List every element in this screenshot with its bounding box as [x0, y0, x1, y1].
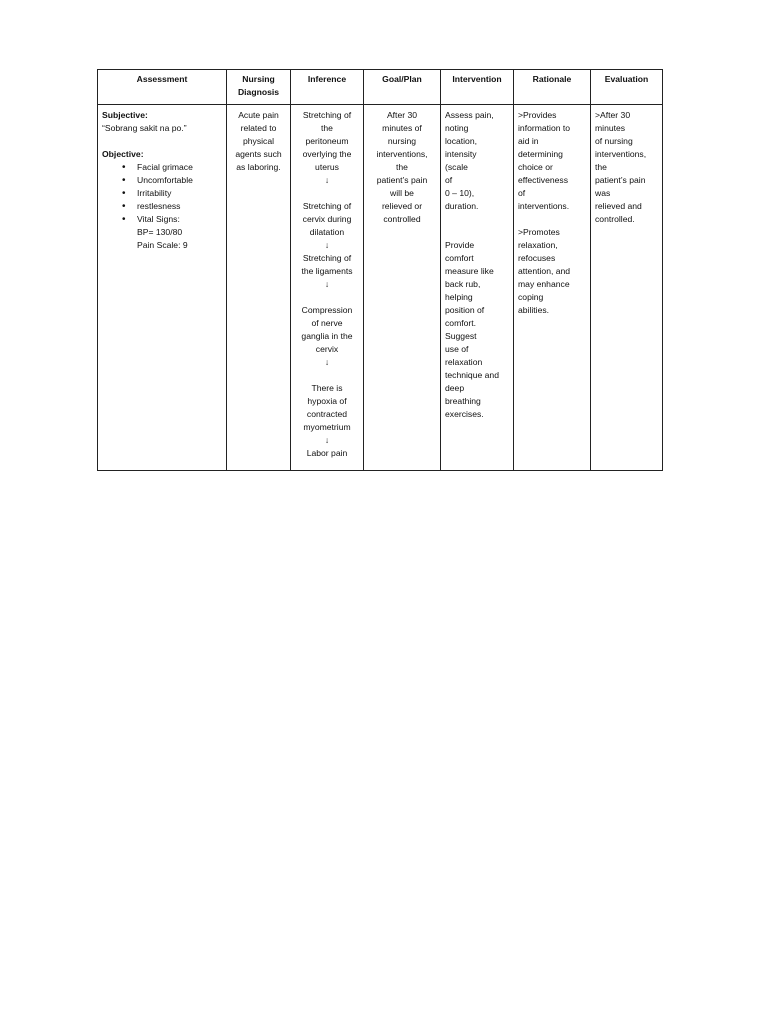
text-line: ganglia in the	[301, 331, 353, 341]
header-text-line: Nursing	[242, 74, 275, 84]
text-line: dilatation	[309, 227, 345, 237]
text-line: choice or	[518, 162, 553, 172]
cell-rationale	[514, 105, 591, 471]
text-line: the	[595, 162, 607, 172]
text-line: the	[321, 123, 333, 133]
text-line: related to	[240, 123, 277, 133]
subjective-label: Subjective:	[102, 110, 148, 120]
text-line: agents such	[235, 149, 282, 159]
text-line: position of	[445, 305, 485, 315]
objective-item: • Uncomfortable	[137, 174, 222, 187]
down-arrow-icon: ↓	[324, 435, 330, 445]
text-line: relieved or	[381, 201, 423, 211]
cell-evaluation	[591, 105, 663, 471]
text-line: cervix during	[302, 214, 352, 224]
text-line: patient’s pain	[595, 175, 646, 185]
text-line: comfort	[445, 253, 474, 263]
text-line: >After 30	[595, 110, 631, 120]
objective-item: • Irritability	[137, 187, 222, 200]
inference-step	[295, 304, 359, 356]
cell-intervention	[441, 105, 514, 471]
text-line: interventions.	[518, 201, 570, 211]
inference-step	[295, 109, 359, 174]
text-line: hypoxia of	[307, 396, 347, 406]
text-line: the ligaments	[301, 266, 353, 276]
text-line: of	[518, 188, 526, 198]
text-line: comfort.	[445, 318, 477, 328]
text-line: nursing	[387, 136, 417, 146]
header-diagnosis-line	[231, 73, 286, 99]
cell-inference	[291, 105, 364, 471]
text-line: effectiveness	[518, 175, 569, 185]
cell-assessment	[98, 105, 227, 471]
text-line: relieved and	[595, 201, 642, 211]
text-line: patient’s pain	[376, 175, 428, 185]
text-line: After 30	[386, 110, 418, 120]
text-line: 0 – 10),	[445, 188, 475, 198]
text-line: back rub,	[445, 279, 481, 289]
header-nursing-diagnosis	[227, 70, 291, 105]
text-line: deep	[445, 383, 465, 393]
evaluation-text	[595, 109, 658, 226]
text-line: minutes	[595, 123, 626, 133]
vital-pain-scale: Pain Scale: 9	[137, 240, 188, 250]
text-line: exercises.	[445, 409, 484, 419]
text-line: overlying the	[302, 149, 352, 159]
text-line: Assess pain,	[445, 110, 494, 120]
rationale-provides	[518, 109, 586, 213]
text-line: location,	[445, 136, 478, 146]
text-line: attention, and	[518, 266, 571, 276]
header-evaluation: Evaluation	[591, 70, 663, 105]
text-line: information to	[518, 123, 571, 133]
text-line: Stretching of	[302, 201, 352, 211]
text-line: coping	[518, 292, 544, 302]
text-line: refocuses	[518, 253, 556, 263]
text-line: uterus	[315, 162, 339, 172]
text-line: >Promotes	[518, 227, 560, 237]
text-line: controlled.	[595, 214, 635, 224]
text-line: Stretching of	[302, 253, 352, 263]
text-line: determining	[518, 149, 563, 159]
text-line: relaxation	[445, 357, 483, 367]
header-goal-plan: Goal/Plan	[364, 70, 441, 105]
cell-goal-plan	[364, 105, 441, 471]
text-line: will be	[390, 188, 414, 198]
objective-label: Objective:	[102, 149, 144, 159]
text-line: myometrium	[303, 422, 351, 432]
text-line: (scale	[445, 162, 468, 172]
objective-item: • Facial grimace	[137, 161, 222, 174]
diagnosis-text	[231, 109, 286, 174]
down-arrow-icon: ↓	[324, 357, 330, 367]
text-line: interventions,	[595, 149, 647, 159]
text-line: >Provides	[518, 110, 557, 120]
objective-list	[102, 161, 222, 226]
inference-step	[295, 200, 359, 239]
text-line: relaxation,	[518, 240, 558, 250]
body-row	[98, 105, 663, 471]
down-arrow-icon: ↓	[324, 240, 330, 250]
text-line: controlled	[383, 214, 421, 224]
text-line: breathing	[445, 396, 481, 406]
rationale-promotes	[518, 226, 586, 317]
text-line: interventions,	[376, 149, 428, 159]
text-line: Compression	[301, 305, 353, 315]
text-line: There is	[311, 383, 343, 393]
intervention-comfort	[445, 239, 509, 421]
text-line: cervix	[315, 344, 339, 354]
text-line: helping	[445, 292, 473, 302]
text-line: duration.	[445, 201, 479, 211]
inference-step	[295, 252, 359, 278]
text-line: use of	[445, 344, 469, 354]
text-line: may enhance	[518, 279, 570, 289]
text-line: Labor pain	[306, 448, 348, 458]
text-line: the	[396, 162, 408, 172]
down-arrow-icon: ↓	[324, 175, 330, 185]
text-line: of nursing	[595, 136, 633, 146]
header-inference: Inference	[291, 70, 364, 105]
header-rationale: Rationale	[514, 70, 591, 105]
objective-item: • Vital Signs:	[137, 213, 222, 226]
text-line: technique and	[445, 370, 499, 380]
text-line: of	[445, 175, 453, 185]
cell-nursing-diagnosis	[227, 105, 291, 471]
vital-bp: BP= 130/80	[137, 227, 183, 237]
nursing-care-plan-table	[97, 69, 663, 471]
text-line: contracted	[306, 409, 348, 419]
header-row	[98, 70, 663, 105]
text-line: of nerve	[311, 318, 343, 328]
header-text-line: Diagnosis	[237, 87, 280, 97]
intervention-assess	[445, 109, 509, 213]
text-line: peritoneum	[305, 136, 349, 146]
text-line: measure like	[445, 266, 494, 276]
text-line: Acute pain	[238, 110, 279, 120]
header-intervention: Intervention	[441, 70, 514, 105]
text-line: noting	[445, 123, 469, 133]
text-line: Stretching of	[302, 110, 352, 120]
objective-item: • restlesness	[137, 200, 222, 213]
text-line: abilities.	[518, 305, 550, 315]
text-line: intensity	[445, 149, 477, 159]
text-line: Suggest	[445, 331, 477, 341]
text-line: as laboring.	[236, 162, 281, 172]
text-line: minutes of	[382, 123, 422, 133]
goal-text	[368, 109, 436, 226]
text-line: Provide	[445, 240, 475, 250]
subjective-quote: “Sobrang sakit na po.”	[102, 123, 187, 133]
inference-step	[295, 382, 359, 434]
text-line: was	[595, 188, 611, 198]
header-assessment: Assessment	[98, 70, 227, 105]
inference-step	[295, 447, 359, 460]
text-line: physical	[242, 136, 275, 146]
down-arrow-icon: ↓	[324, 279, 330, 289]
text-line: aid in	[518, 136, 539, 146]
